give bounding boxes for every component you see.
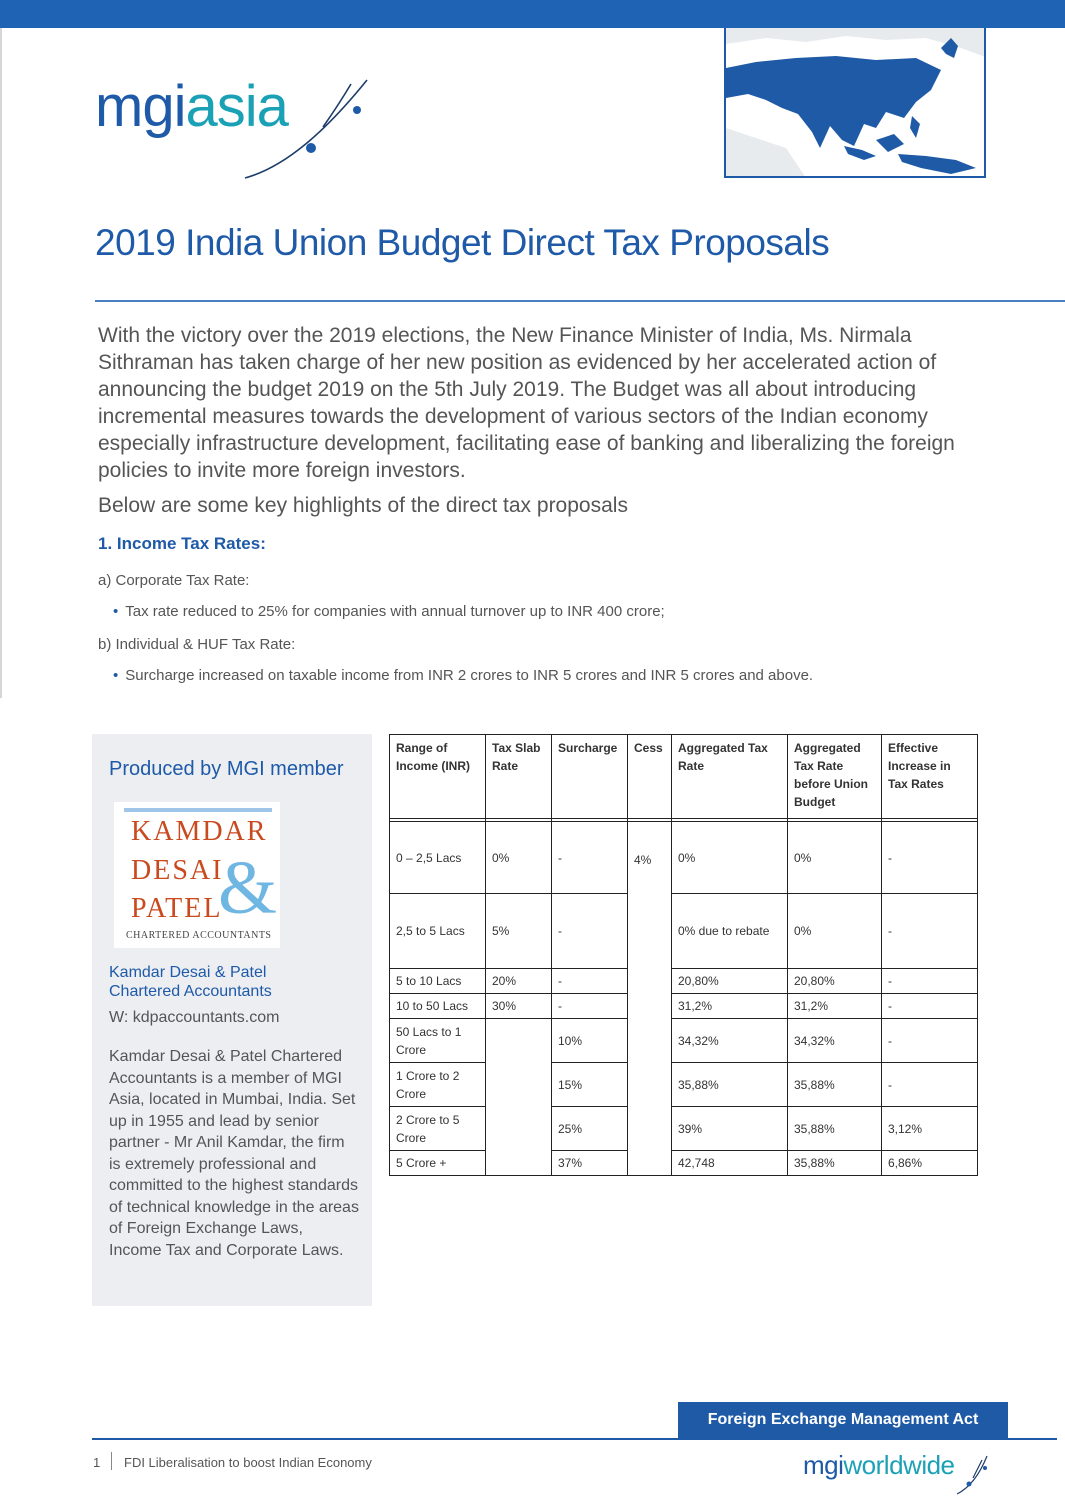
kdp-logo [114,802,280,948]
cell-before: 31,2% [788,994,882,1019]
logo-asia: asia [185,74,288,139]
cell-increase: 3,12% [882,1107,978,1151]
firm-name [109,963,359,1001]
table-row [390,1151,978,1176]
cell-range: 2 Crore to 5 Crore [390,1107,486,1151]
table-header-row [390,735,978,819]
cell-before: 20,80% [788,969,882,994]
kdp-logo-word-2: DESAI [131,855,224,886]
cell-surcharge: 15% [552,1063,628,1107]
table-row [390,969,978,994]
cell-increase: - [882,1019,978,1063]
cell-surcharge: 37% [552,1151,628,1176]
footer-divider [92,1438,1057,1440]
mgiasia-logo [95,72,395,182]
subheading-individual-tax: b) Individual & HUF Tax Rate: [98,636,296,653]
page-number-separator [111,1452,112,1470]
mgiworldwide-mgi: mgi [803,1450,844,1480]
cell-range: 5 Crore + [390,1151,486,1176]
logo-text [95,74,288,139]
cell-increase: - [882,969,978,994]
cell-range: 10 to 50 Lacs [390,994,486,1019]
cell-aggregated: 42,748 [672,1151,788,1176]
logo-mgi: mgi [95,74,186,139]
cell-slab: 0% [486,822,552,894]
highlights-intro: Below are some key highlights of the direct tax proposals [98,494,628,517]
cell-range: 1 Crore to 2 Crore [390,1063,486,1107]
cell-aggregated: 0% [672,822,788,894]
cell-slab: 30% [486,994,552,1019]
produced-by-label: Produced by MGI member [109,758,344,780]
header-range: Range of Income (INR) [390,735,486,819]
firm-description: Kamdar Desai & Patel Chartered Accountants is a member of MGI Asia, located in Mumbai, India. Set up in 1955 and lead by senior partner - Mr Anil Kamdar, the firm is extremely professional and committed to the highest standards of technical knowledge in the areas of Foreign Exchange Laws, Income Tax and Corporate Laws. [109,1048,359,1259]
cell-aggregated: 34,32% [672,1019,788,1063]
cell-increase: - [882,894,978,969]
kdp-logo-ampersand: & [218,846,278,930]
table-row [390,1063,978,1107]
footer-text: FDI Liberalisation to boost Indian Economy [124,1455,372,1470]
fema-badge: Foreign Exchange Management Act [678,1402,1008,1438]
cell-before: 34,32% [788,1019,882,1063]
cell-range: 0 – 2,5 Lacs [390,822,486,894]
cell-slab: 20% [486,969,552,994]
cell-range: 5 to 10 Lacs [390,969,486,994]
header-cess: Cess [628,735,672,819]
kdp-logo-word-1: KAMDAR [131,816,268,847]
cell-slab: 5% [486,894,552,969]
title-divider [95,300,1065,302]
table-row [390,894,978,969]
kdp-logo-word-3: PATEL [131,893,223,924]
bullet-individual-tax-text: Surcharge increased on taxable income from INR 2 crores to INR 5 crores and INR 5 crores and above. [125,667,814,684]
bullet-corporate-tax-text: Tax rate reduced to 25% for companies with annual turnover up to INR 400 crore; [125,603,665,620]
cell-increase: - [882,1063,978,1107]
page-number: 1 [93,1455,101,1470]
header-before: Aggregated Tax Rate before Union Budget [788,735,882,819]
tax-rates-table-wrapper [389,734,977,1176]
top-banner [0,0,1065,28]
header-increase: Effective Increase in Tax Rates [882,735,978,819]
cell-before: 35,88% [788,1063,882,1107]
cell-before: 35,88% [788,1107,882,1151]
cell-aggregated: 0% due to rebate [672,894,788,969]
left-margin-line [0,28,2,698]
kdp-logo-bar [124,808,272,812]
table-row [390,822,978,894]
firm-website[interactable]: W: kdpaccountants.com [109,1009,280,1026]
mgiworldwide-logo [803,1450,955,1481]
mgiworldwide-worldwide: worldwide [843,1450,955,1480]
mgiworldwide-swoosh-icon [955,1450,995,1500]
subheading-corporate-tax: a) Corporate Tax Rate: [98,572,250,589]
cell-surcharge: - [552,822,628,894]
asia-map [724,28,986,178]
table-row [390,994,978,1019]
page-title: 2019 India Union Budget Direct Tax Proposals [95,222,830,263]
tax-rates-table [389,734,978,1176]
member-sidebar [92,734,372,1306]
header-aggregated: Aggregated Tax Rate [672,735,788,819]
bullet-individual-tax [113,667,813,684]
table-row [390,1107,978,1151]
firm-name-line-1: Kamdar Desai & Patel [109,964,267,981]
cell-range: 2,5 to 5 Lacs [390,894,486,969]
cell-before: 35,88% [788,1151,882,1176]
cell-aggregated: 31,2% [672,994,788,1019]
cell-increase: 6,86% [882,1151,978,1176]
bullet-dot-icon: • [113,603,119,620]
cell-surcharge: 10% [552,1019,628,1063]
cell-range: 50 Lacs to 1 Crore [390,1019,486,1063]
header-surcharge: Surcharge [552,735,628,819]
cell-surcharge: - [552,894,628,969]
cell-surcharge: 25% [552,1107,628,1151]
firm-name-line-2: Chartered Accountants [109,983,272,1000]
cell-aggregated: 20,80% [672,969,788,994]
bullet-dot-icon: • [113,667,119,684]
cell-before: 0% [788,822,882,894]
cell-aggregated: 35,88% [672,1063,788,1107]
cell-surcharge: - [552,994,628,1019]
cell-slab-merged [486,1019,552,1176]
cell-increase: - [882,994,978,1019]
cell-increase: - [882,822,978,894]
cell-aggregated: 39% [672,1107,788,1151]
asia-map-icon [726,28,986,178]
bullet-corporate-tax [113,603,665,620]
cell-surcharge: - [552,969,628,994]
cell-cess: 4% [628,822,672,1176]
table-row [390,1019,978,1063]
intro-paragraph: With the victory over the 2019 elections, the New Finance Minister of India, Ms. Nirmala Sithraman has taken charge of her new position as evidenced by her accelerated action of announcing the budget 2019 on the 5th July 2019. The Budget was all about introducing incremental measures towards the development of various sectors of the Indian economy especially infrastructure development, facilitating ease of banking and liberalizing the foreign policies to invite more foreign investors. [98,324,955,482]
header-slab: Tax Slab Rate [486,735,552,819]
cell-before: 0% [788,894,882,969]
kdp-logo-subtitle: CHARTERED ACCOUNTANTS [126,930,272,941]
section-heading-income-tax: 1. Income Tax Rates: [98,534,266,553]
